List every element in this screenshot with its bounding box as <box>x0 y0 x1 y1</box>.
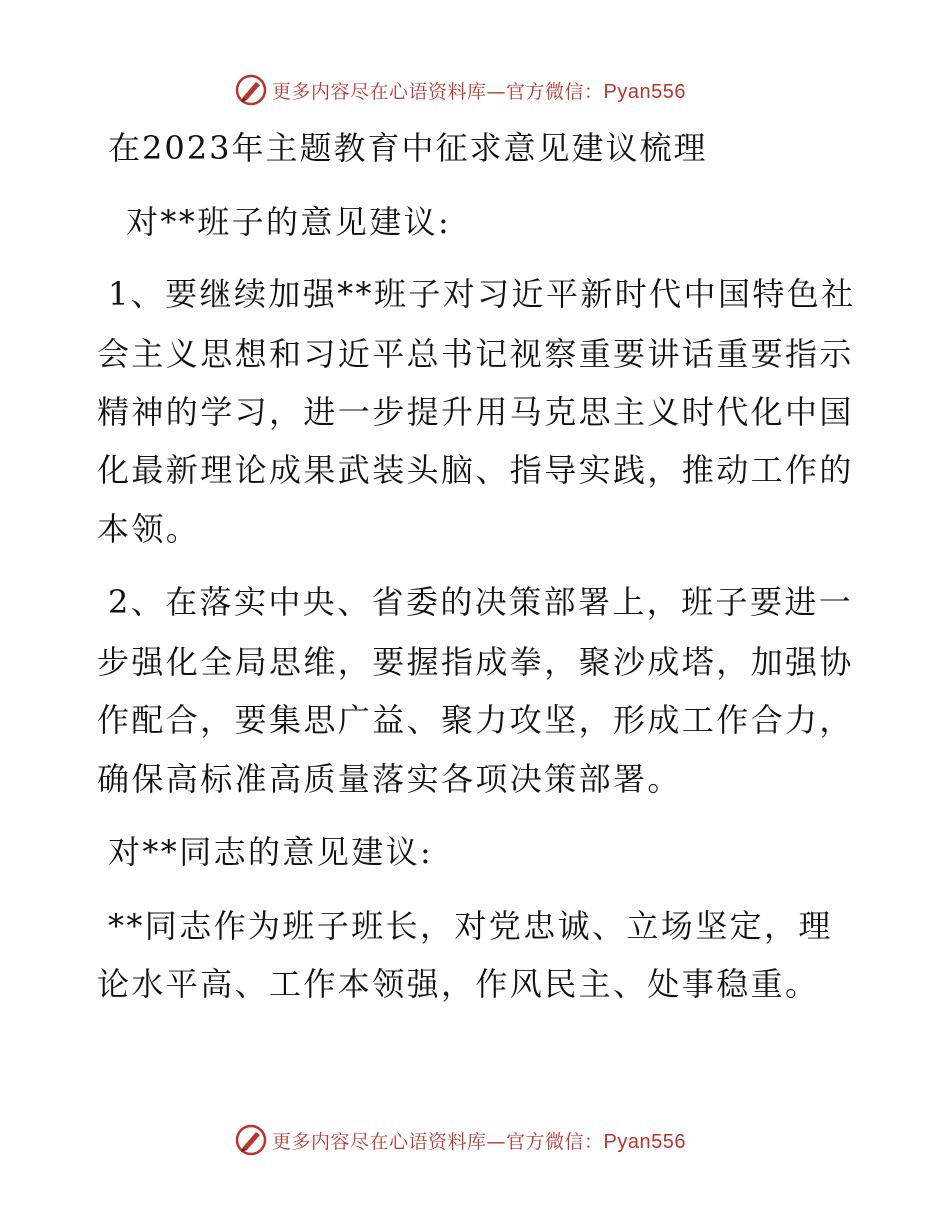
watermark-wechat-id: Pyan556 <box>603 80 686 103</box>
header-watermark <box>234 72 686 108</box>
watermark-wechat-id: Pyan556 <box>603 1130 686 1153</box>
document-title: 在2023年主题教育中征求意见建议梳理 <box>108 129 708 167</box>
item1-line: 化最新理论成果武装头脑、指导实践，推动工作的 <box>97 451 854 489</box>
item2-line: 步强化全局思维，要握指成拳，聚沙成塔，加强协 <box>97 643 854 681</box>
item2-line: 确保高标准高质量落实各项决策部署。 <box>97 760 682 798</box>
section-heading-team: 对**班子的意见建议: <box>126 203 452 241</box>
watermark-text: 更多内容尽在心语资料库—官方微信：Pyan556 <box>272 80 686 103</box>
item3-line: **同志作为班子班长，对党忠诚、立场坚定，理 <box>108 907 833 945</box>
item1-line: 本领。 <box>97 510 201 548</box>
item2-line: 2、在落实中央、省委的决策部署上，班子要进一 <box>108 583 854 621</box>
pen-logo-icon <box>234 1123 268 1157</box>
item3-line: 论水平高、工作本领强，作风民主、处事稳重。 <box>97 965 820 1003</box>
footer-watermark <box>234 1122 686 1158</box>
section-heading-comrade: 对**同志的意见建议: <box>108 833 434 871</box>
pen-logo-icon <box>234 73 268 107</box>
item1-line: 会主义思想和习近平总书记视察重要讲话重要指示 <box>97 335 854 373</box>
item1-line: 精神的学习，进一步提升用马克思主义时代化中国 <box>97 393 854 431</box>
item1-line: 1、要继续加强**班子对习近平新时代中国特色社 <box>108 275 856 313</box>
watermark-text: 更多内容尽在心语资料库—官方微信：Pyan556 <box>272 1130 686 1153</box>
item2-line: 作配合，要集思广益、聚力攻坚，形成工作合力， <box>97 701 854 739</box>
